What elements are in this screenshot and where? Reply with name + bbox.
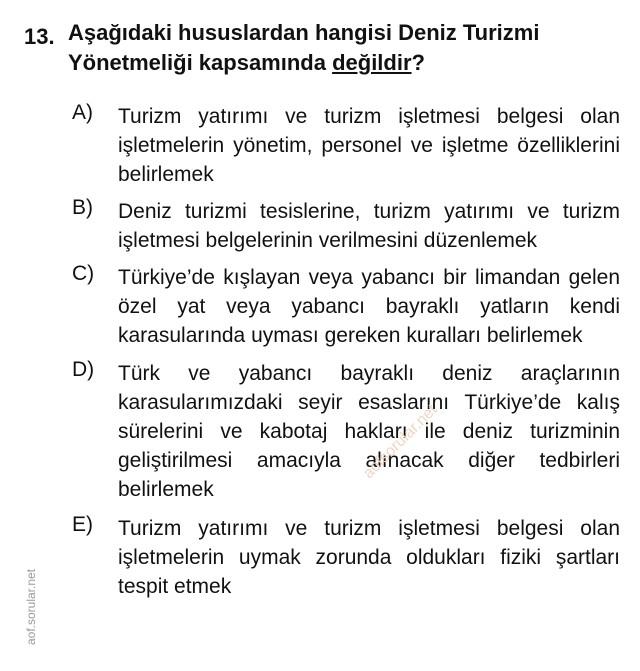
- option-text: Turizm yatırımı ve turizm işletmesi belgesi olan işletmelerin uymak zorunda oldukları fiziki şartları tespit etmek: [118, 517, 620, 598]
- question-header: [24, 18, 624, 78]
- question-number: 13.: [24, 24, 55, 49]
- option-label: C): [72, 262, 95, 285]
- option-e[interactable]: [72, 514, 620, 601]
- question-text-end: ?: [411, 50, 425, 75]
- option-a[interactable]: [72, 102, 620, 189]
- option-text: Türk ve yabancı bayraklı deniz araçlarının karasularımızdaki seyir esaslarını Türkiye’de kalış sürelerini ve kabotaj hakları ile deniz turizminin geliştirilmesi amacıyla alınacak diğer tedbirleri belirlemek: [118, 362, 620, 501]
- question-text-main: Aşağıdaki hususlardan hangisi Deniz Turizmi Yönetmeliği kapsamında: [68, 20, 540, 75]
- option-b[interactable]: [72, 197, 620, 255]
- option-d[interactable]: [72, 359, 620, 504]
- question-text-emphasis: değildir: [332, 50, 412, 75]
- option-text: Türkiye’de kışlayan veya yabancı bir limandan gelen özel yat veya yabancı bayraklı yatların kendi karasularında uyması gereken kuralları belirlemek: [118, 266, 620, 347]
- option-c[interactable]: [72, 263, 620, 350]
- option-label: A): [72, 101, 93, 124]
- answer-options: [72, 102, 620, 601]
- option-label: B): [72, 196, 93, 219]
- option-text: Deniz turizmi tesislerine, turizm yatırımı ve turizm işletmesi belgelerinin verilmesini düzenlemek: [118, 200, 620, 252]
- option-label: E): [72, 513, 93, 536]
- option-text: Turizm yatırımı ve turizm işletmesi belgesi olan işletmelerin yönetim, personel ve işletme özelliklerini belirlemek: [118, 105, 620, 186]
- question: [24, 18, 624, 78]
- option-label: D): [72, 358, 95, 381]
- diagonal-watermark: aofsorular.net: [360, 401, 441, 483]
- side-watermark: aof.sorular.net: [24, 568, 38, 646]
- question-text: [68, 18, 624, 78]
